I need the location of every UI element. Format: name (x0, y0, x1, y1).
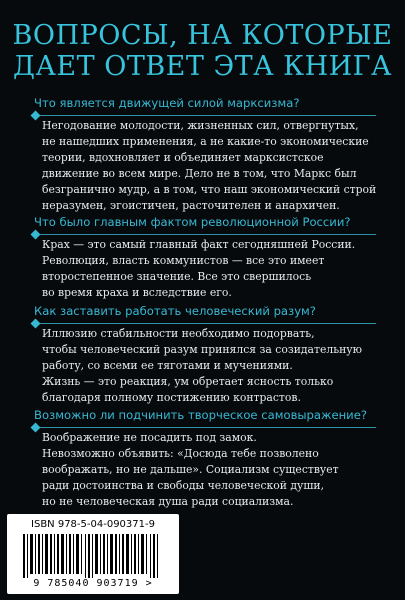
answer-line: безгранично мудр, а в том, что наш экономический строй (42, 183, 377, 196)
section-divider (36, 234, 376, 235)
question-2: Что было главным фактом революционной России? (34, 215, 351, 229)
question-1: Что является движущей силой марксизма? (34, 96, 300, 110)
question-4: Возможно ли подчинить творческое самовыражение? (34, 408, 368, 422)
answer-line: неразумен, эгоистичен, расточителен и анархичен. (42, 199, 340, 212)
answer-1 (42, 118, 377, 214)
answer-line: второстепенное значение. Все это свершилось (42, 270, 312, 283)
heading-line-2: ДАЕТ ОТВЕТ ЭТА КНИГА (13, 51, 392, 82)
answer-line: благодаря полному постижению контрастов. (42, 391, 301, 404)
answer-4 (42, 430, 377, 510)
question-3: Как заставить работать человеческий разум? (34, 304, 316, 318)
answer-line: Воображение не посадить под замок. (42, 431, 257, 444)
answer-line: Крах — это самый главный факт сегодняшней России. (42, 238, 356, 251)
answer-line: но не человеческая душа ради социализма. (42, 495, 294, 508)
isbn-barcode (7, 514, 179, 594)
answer-line: чтобы человеческий разум принялся за созидательную (42, 343, 363, 356)
section-divider (36, 427, 376, 428)
answer-line: Иллюзию стабильности необходимо подорвать, (42, 327, 315, 340)
barcode-digits: 9 785040 903719 > (33, 578, 153, 589)
barcode-bars (23, 534, 163, 578)
answer-line: Негодование молодости, жизненных сил, отвергнутых, (42, 119, 359, 132)
answer-line: Революция, власть коммунистов — все это имеет (42, 254, 325, 267)
heading-line-1: ВОПРОСЫ, НА КОТОРЫЕ (12, 20, 393, 51)
answer-line: воображать, но не дальше». Социализм существует (42, 463, 339, 476)
answer-line: движение во всем мире. Дело не в том, что Маркс был (42, 167, 357, 180)
cover-heading (0, 20, 405, 82)
isbn-number: ISBN 978-5-04-090371-9 (31, 519, 155, 530)
section-divider (36, 323, 376, 324)
answer-line: ради достоинства и свободы человеческой души, (42, 479, 325, 492)
answer-line: Жизнь — это реакция, ум обретает ясность только (42, 375, 334, 388)
answer-line: Невозможно объявить: «Досюда тебе позволено (42, 447, 319, 460)
answer-3 (42, 326, 377, 406)
answer-line: теории, вдохновляет и объединяет марксистское (42, 151, 324, 164)
answer-line: во время краха и вследствие его. (42, 286, 232, 299)
answer-line: не нашедших применения, а не какие-то экономические (42, 135, 369, 148)
answer-line: работу, со всеми ее тяготами и мучениями. (42, 359, 293, 372)
answer-2 (42, 237, 377, 301)
section-divider (36, 115, 376, 116)
